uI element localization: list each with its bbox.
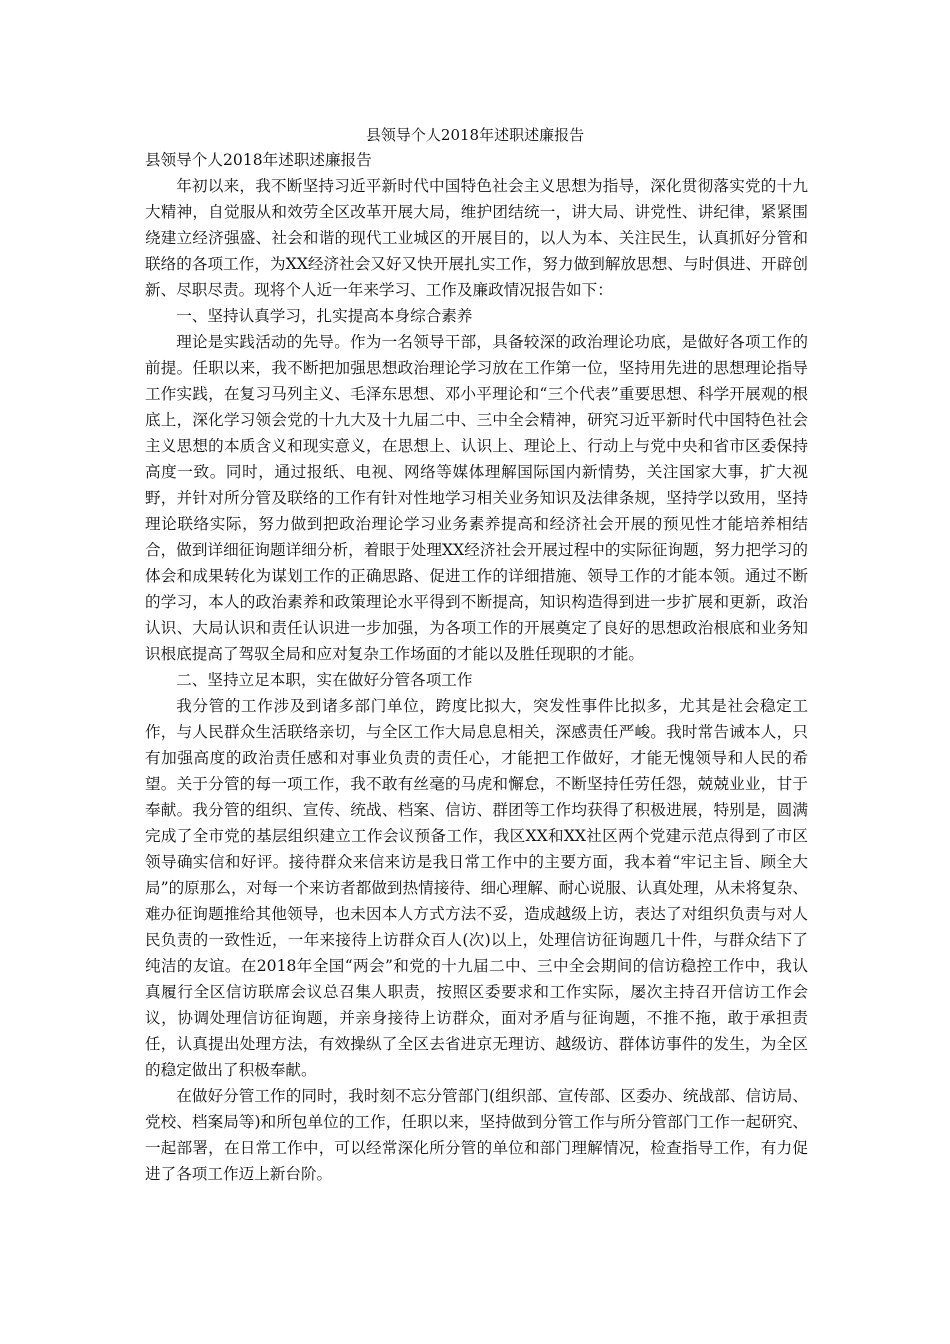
intro-paragraph: 年初以来，我不断坚持习近平新时代中国特色社会主义思想为指导，深化贯彻落实党的十九大精神，自觉服从和效劳全区改革开展大局，维护团结统一，讲大局、讲党性、讲纪律，紧紧围绕建立经济强盛、社会和谐的现代工业城区的开展目的，以人为本、关注民生，认真抓好分管和联络的各项工作，为XX经济社会又好又快开展扎实工作，努力做到解放思想、与时俱进、开辟创新、尽职尽责。现将个人近一年来学习、工作及廉政情况报告如下：: [145, 177, 808, 299]
document-subtitle: 县领导个人2018年述职述廉报告: [145, 151, 372, 169]
section-2-paragraph-1: 我分管的工作涉及到诸多部门单位，跨度比拟大，突发性事件比拟多，尤其是社会稳定工作，与人民群众生活联络亲切，与全区工作大局息息相关，深感责任严峻。我时常告诫本人，只有加强高度的政治责任感和对事业负责的责任心，才能把工作做好，才能无愧领导和人民的希望。关于分管的每一项工作，我不敢有丝毫的马虎和懈怠，不断坚持任劳任怨，兢兢业业，甘于奉献。我分管的组织、宣传、统战、档案、信访、群团等工作均获得了积极进展，特别是，圆满完成了全市党的基层组织建立工作会议预备工作，我区XX和XX社区两个党建示范点得到了市区领导确实信和好评。接待群众来信来访是我日常工作中的主要方面，我本着“牢记主旨、顾全大局”的原那么，对每一个来访者都做到热情接待、细心理解、耐心说服、认真处理，从未将复杂、难办征询题推给其他领导，也未因本人方式方法不妥，造成越级上访，表达了对组织负责与对人民负责的一致性近，一年来接待上访群众百人(次)以上，处理信访征询题几十件，与群众结下了纯洁的友谊。在2018年全国“两会”和党的十九届二中、三中全会期间的信访稳控工作中，我认真履行全区信访联席会议总召集人职责，按照区委要求和工作实际，屡次主持召开信访工作会议，协调处理信访征询题，并亲身接待上访群众，面对矛盾与征询题，不推不拖，敢于承担责任，认真提出处理方法，有效操纵了全区去省进京无理访、越级访、群体访事件的发生，为全区的稳定做出了积极奉献。: [145, 697, 808, 1079]
section-2-heading: 二、坚持立足本职，实在做好分管各项工作: [176, 671, 473, 689]
section-1-paragraph: 理论是实践活动的先导。作为一名领导干部，具备较深的政治理论功底，是做好各项工作的前提。任职以来，我不断把加强思想政治理论学习放在工作第一位，坚持用先进的思想理论指导工作实践，在复习马列主义、毛泽东思想、邓小平理论和“三个代表”重要思想、科学开展观的根底上，深化学习领会党的十九大及十九届二中、三中全会精神，研究习近平新时代中国特色社会主义思想的本质含义和现实意义，在思想上、认识上、理论上、行动上与党中央和省市区委保持高度一致。同时，通过报纸、电视、网络等媒体理解国际国内新情势，关注国家大事，扩大视野，并针对所分管及联络的工作有针对性地学习相关业务知识及法律条规，坚持学以致用，坚持理论联络实际，努力做到把政治理论学习业务素养提高和经济社会开展的预见性才能培养相结合，做到详细征询题详细分析，着眼于处理XX经济社会开展过程中的实际征询题，努力把学习的体会和成果转化为谋划工作的正确思路、促进工作的详细措施、领导工作的才能本领。通过不断的学习，本人的政治素养和政策理论水平得到不断提高，知识构造得到进一步扩展和更新，政治认识、大局认识和责任认识进一步加强，为各项工作的开展奠定了良好的思想政治根底和业务知识根底提高了驾驭全局和应对复杂工作场面的才能以及胜任现职的才能。: [145, 333, 808, 663]
document-title: 县领导个人2018年述职述廉报告: [365, 126, 585, 144]
document-body: [145, 147, 808, 1187]
section-2-paragraph-2: 在做好分管工作的同时，我时刻不忘分管部门(组织部、宣传部、区委办、统战部、信访局、党校、档案局等)和所包单位的工作，任职以来，坚持做到分管工作与所分管部门工作一起研究、一起部署，在日常工作中，可以经常深化所分管的单位和部门理解情况，检查指导工作，有力促进了各项工作迈上新台阶。: [145, 1087, 808, 1183]
section-1-heading: 一、坚持认真学习，扎实提高本身综合素养: [176, 307, 473, 325]
